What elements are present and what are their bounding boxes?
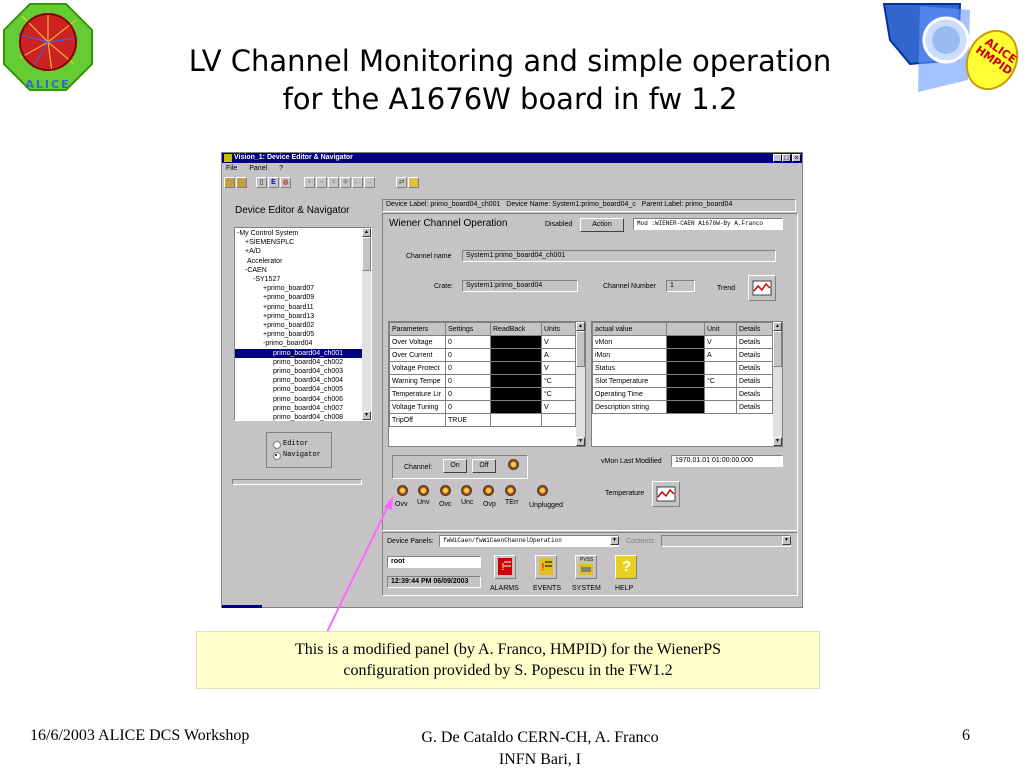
params_table-header: Settings [446, 323, 491, 336]
params_table-cell: TripOff [390, 414, 446, 427]
scroll-up-icon[interactable]: ▲ [773, 322, 782, 331]
tree-item[interactable]: -CAEN [245, 266, 267, 274]
actual_table-cell: Operating Time [593, 388, 667, 401]
editor-radio-label: Editor [283, 440, 309, 448]
system-icon-text: PVSS [580, 557, 594, 563]
minimize-button[interactable]: _ [773, 154, 782, 162]
action-button[interactable]: Action [580, 218, 624, 232]
scroll-down-icon[interactable]: ▼ [576, 437, 585, 446]
device-label: Device Label: primo_board04_ch001 [386, 201, 501, 208]
zoom-in-icon[interactable]: + [304, 177, 315, 188]
zoom-reset-icon[interactable]: = [328, 177, 339, 188]
help-icon[interactable]: ? [615, 555, 637, 579]
status-led-label: Ovv [395, 501, 408, 508]
scroll-down-icon[interactable]: ▼ [773, 437, 782, 446]
panel-title: Wiener Channel Operation [389, 218, 508, 229]
actual_table-cell: Status [593, 362, 667, 375]
actual_table-header: Unit [705, 323, 737, 336]
tree-item[interactable]: +primo_board02 [263, 322, 315, 329]
move-icon[interactable]: ✥ [340, 177, 351, 188]
contents-label: Contents: [626, 538, 656, 545]
maximize-button[interactable]: □ [782, 154, 791, 162]
alice-logo-text: ALICE [25, 78, 71, 91]
tree-item[interactable]: primo_board04_ch007 [273, 404, 344, 412]
status-led-label: TErr [505, 499, 519, 506]
caption-line-1: This is a modified panel (by A. Franco, HMPID) for the WienerPS [294, 641, 722, 658]
params_table-cell: °C [542, 375, 576, 388]
on-button[interactable]: On [443, 459, 467, 473]
params_table-cell: A [542, 349, 576, 362]
menu-file[interactable]: File [226, 165, 238, 172]
tree-item[interactable]: primo_board04_ch008 [273, 414, 344, 421]
actual_table-cell[interactable]: Details [737, 388, 773, 401]
tree-item[interactable]: primo_board04_ch004 [273, 377, 344, 385]
close-button[interactable]: × [792, 154, 801, 162]
params_table-cell: V [542, 362, 576, 375]
params_table-cell: Voltage Tuning [390, 401, 446, 414]
menu-panel[interactable]: Panel [249, 165, 268, 172]
channel-number-field: 1 [666, 280, 695, 292]
params_table-header: ReadBack [491, 323, 542, 336]
footer-left: 16/6/2003 ALICE DCS Workshop [30, 727, 250, 744]
actual_table-cell[interactable]: Details [737, 349, 773, 362]
actual_table-header: Details [737, 323, 773, 336]
tree-item[interactable]: -SY1527 [253, 276, 281, 283]
tree-item[interactable]: primo_board04_ch006 [273, 395, 344, 403]
forward-icon[interactable]: → [366, 179, 373, 186]
params_table-cell: 0 [446, 362, 491, 375]
tree-item[interactable]: +primo_board11 [263, 303, 314, 311]
channel-number-label: Channel Number [603, 283, 656, 290]
help-label: HELP [615, 585, 634, 592]
svg-text:!: ! [541, 562, 546, 573]
tree-item[interactable]: +SIEMENSPLC [245, 239, 295, 247]
title-line-2: for the A1676W board in fw 1.2 [282, 82, 738, 116]
tree-item[interactable]: +primo_board09 [263, 294, 315, 302]
device-panels-select[interactable]: fwWiCaen/fwWiCaenChannelOperation [439, 535, 619, 547]
off-button[interactable]: Off [472, 459, 496, 473]
alarms-label: ALARMS [490, 585, 519, 592]
params_table-cell: 0 [446, 375, 491, 388]
events-label: EVENTS [533, 585, 562, 592]
params_table-cell: Voltage Protect [390, 362, 446, 375]
footer-center-line-2: INFN Bari, I [498, 751, 582, 768]
actual_table-cell: Slot Temperature [593, 375, 667, 388]
actual_table-cell: °C [705, 375, 737, 388]
parent-label: Parent Label: primo_board04 [641, 201, 733, 208]
params_table-cell: V [542, 336, 576, 349]
datetime-field: 12:39:44 PM 06/09/2003 [387, 576, 481, 588]
back-icon[interactable]: ← [354, 179, 361, 186]
tree-item[interactable]: +A/D [245, 248, 261, 256]
scroll-down-icon[interactable]: ▼ [362, 411, 371, 420]
scroll-up-icon[interactable]: ▲ [362, 228, 371, 237]
dropdown-icon[interactable]: ▼ [782, 536, 791, 545]
actual_table-cell: vMon [593, 336, 667, 349]
status-led-label: Unplugged [529, 502, 563, 509]
dropdown-icon[interactable]: ▼ [610, 536, 619, 545]
trend-label: Trend [717, 285, 736, 292]
channel-name-field: System1:primo_board04_ch001 [462, 250, 776, 262]
navigator-radio-label: Navigator [283, 451, 321, 459]
channel-name-label: Channel name [406, 253, 452, 260]
actual_table-cell: V [705, 336, 737, 349]
editor-icon[interactable]: E [268, 177, 279, 188]
window-title: Vision_1: Device Editor & Navigator [234, 154, 353, 161]
panel-heading: Device Editor & Navigator [235, 205, 350, 216]
device-name: Device Name: System1:primo_board04_c [506, 201, 636, 208]
disabled-label: Disabled [545, 221, 573, 228]
page-number: 6 [962, 727, 970, 744]
actual_table-cell[interactable]: Details [737, 401, 773, 414]
status-led-label: Ovc [439, 501, 452, 508]
params_table-cell: V [542, 401, 576, 414]
settings-icon[interactable]: ◍ [280, 177, 291, 188]
tree-item[interactable]: -My Control System [237, 230, 299, 237]
navigator-icon[interactable]: ▯ [256, 177, 267, 188]
tree-item[interactable]: primo_board04_ch002 [273, 358, 344, 366]
status-led-label: Unv [417, 499, 430, 506]
params_table-cell: Over Voltage [390, 336, 446, 349]
device-panels-label: Device Panels: [387, 538, 434, 545]
caption-box [196, 631, 820, 689]
params_table-cell: °C [542, 388, 576, 401]
user-field: root [387, 556, 481, 568]
scroll-up-icon[interactable]: ▲ [576, 322, 585, 331]
vmon-last-label: vMon Last Modified [601, 458, 662, 465]
mod-field: Mod :WIENER-CAEN A1676W-By A.Franco [633, 218, 783, 230]
menu-help[interactable]: ? [279, 165, 283, 172]
footer-center-line-1: G. De Cataldo CERN-CH, A. Franco [421, 729, 659, 746]
connect-icon[interactable]: ⇄ [396, 177, 407, 188]
tree-item[interactable]: primo_board04_ch001 [235, 349, 363, 358]
params_table-cell: 0 [446, 336, 491, 349]
actual_table-cell: Description string [593, 401, 667, 414]
status-led-label: Ovp [483, 501, 496, 508]
zoom-out-icon[interactable]: − [316, 177, 327, 188]
params_table-cell: Temperature Lir [390, 388, 446, 401]
params_table-cell: Warning Tempe [390, 375, 446, 388]
actual_table-cell: iMon [593, 349, 667, 362]
crate-field: System1:primo_board04 [462, 280, 578, 292]
params_table-header: Units [542, 323, 576, 336]
footer-center [380, 727, 700, 771]
channel-label: Channel: [404, 464, 433, 471]
params_table-cell: Over Current [390, 349, 446, 362]
title-line-1: LV Channel Monitoring and simple operation [188, 44, 832, 78]
params_table-cell: 0 [446, 401, 491, 414]
tree-item[interactable]: +primo_board13 [263, 312, 315, 320]
svg-text:!: ! [501, 562, 506, 573]
tree-item[interactable]: Accelerator [247, 257, 283, 265]
crate-label: Crate: [434, 283, 454, 290]
caption-line-2: configuration provided by S. Popescu in the FW1.2 [343, 662, 673, 679]
temperature-label: Temperature [605, 490, 645, 497]
params_table-cell: TRUE [446, 414, 491, 427]
system-label: SYSTEM [572, 585, 601, 592]
vmon-last-field: 1970.01.01 01:00:00.000 [671, 455, 783, 467]
tree-item[interactable]: +primo_board05 [263, 331, 315, 339]
actual_table-cell[interactable]: Details [737, 336, 773, 349]
params_table-header: Parameters [390, 323, 446, 336]
actual_table-cell: A [705, 349, 737, 362]
params_table-cell: 0 [446, 349, 491, 362]
actual_table-cell[interactable]: Details [737, 375, 773, 388]
actual_table-header: actual value [593, 323, 667, 336]
tree-item[interactable]: primo_board04_ch003 [273, 368, 344, 375]
tree-item[interactable]: -primo_board04 [263, 340, 313, 348]
hmpid-logo-text: ALICE HMPID [973, 35, 1019, 78]
params_table-cell: 0 [446, 388, 491, 401]
actual_table-cell[interactable]: Details [737, 362, 773, 375]
status-led-label: Unc [461, 499, 474, 506]
tree-item[interactable]: primo_board04_ch005 [273, 386, 344, 394]
tree-item[interactable]: +primo_board07 [263, 285, 315, 293]
